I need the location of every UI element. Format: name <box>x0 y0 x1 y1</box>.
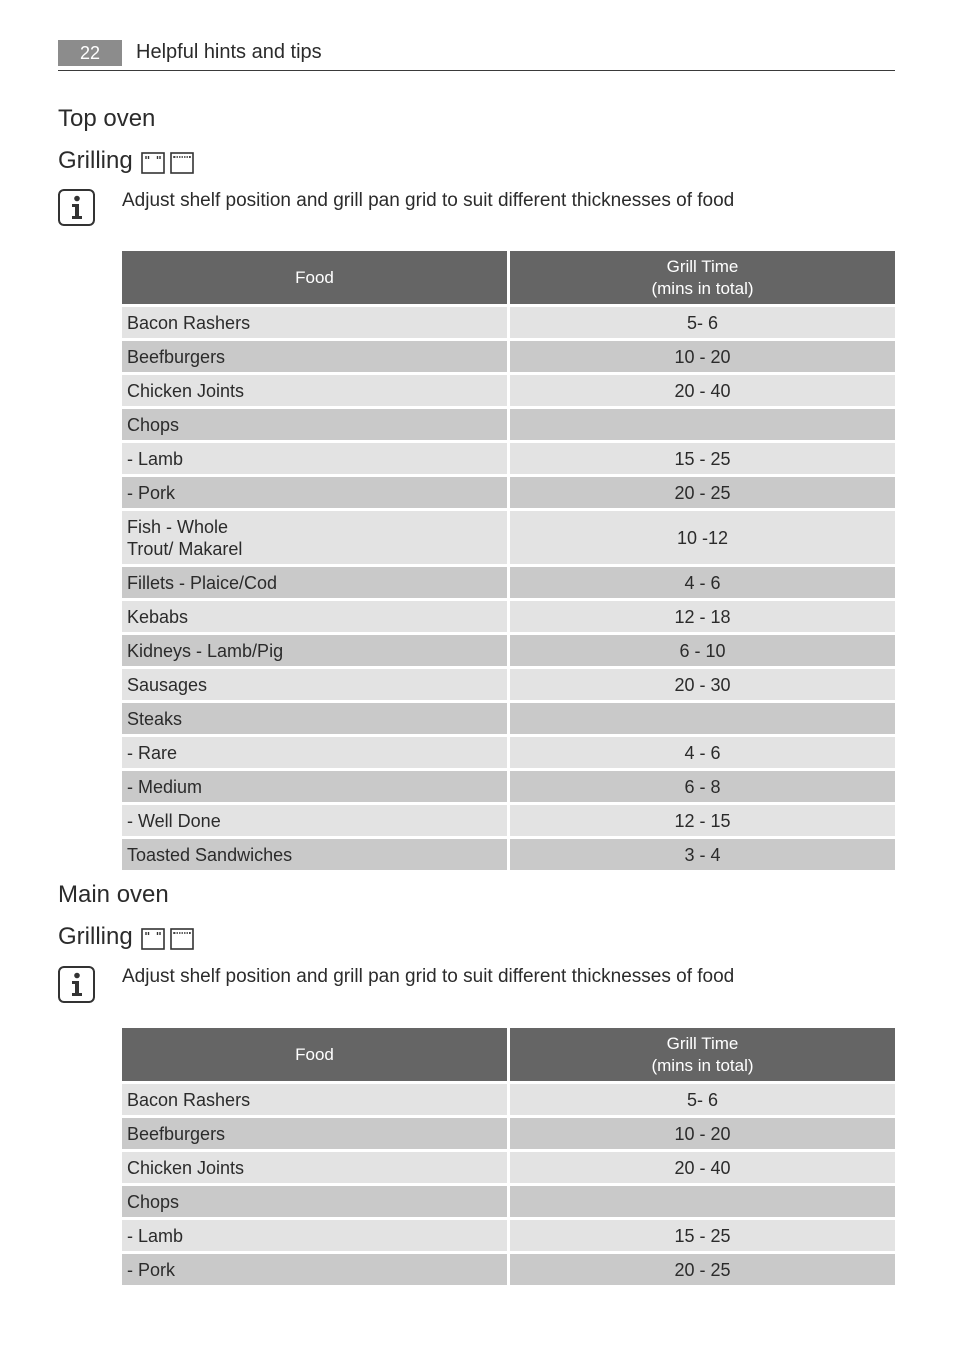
food-cell: Bacon Rashers <box>122 307 507 338</box>
food-cell: - Lamb <box>122 1220 507 1251</box>
time-cell: 6 - 10 <box>507 635 895 666</box>
food-cell: Steaks <box>122 703 507 734</box>
food-line: Trout/ Makarel <box>127 538 243 559</box>
time-cell: 20 - 25 <box>507 1254 895 1285</box>
grill-time-header-line1: Grill Time <box>666 1033 739 1053</box>
table-row <box>122 477 895 508</box>
top-oven-title: Top oven <box>58 105 156 132</box>
full-grill-icon <box>170 928 194 950</box>
info-icon <box>58 966 95 1003</box>
food-cell: - Well Done <box>122 805 507 836</box>
time-cell: 20 - 30 <box>507 669 895 700</box>
time-cell: 4 - 6 <box>507 737 895 768</box>
food-cell: Beefburgers <box>122 341 507 372</box>
time-cell: 10 -12 <box>507 511 895 564</box>
table-row <box>122 511 895 564</box>
time-cell: 4 - 6 <box>507 567 895 598</box>
table-row <box>122 1152 895 1183</box>
food-cell: Kidneys - Lamb/Pig <box>122 635 507 666</box>
time-cell <box>507 1186 895 1217</box>
grill-time-column-header <box>507 251 895 304</box>
table-row <box>122 601 895 632</box>
table-row <box>122 409 895 440</box>
food-cell: - Medium <box>122 771 507 802</box>
table-row <box>122 307 895 338</box>
time-cell: 3 - 4 <box>507 839 895 870</box>
grill-time-header-line2: (mins in total) <box>651 1055 754 1075</box>
page-number: 22 <box>58 40 122 66</box>
food-line: Fish - Whole <box>127 516 229 537</box>
food-cell: Chops <box>122 409 507 440</box>
time-cell: 10 - 20 <box>507 1118 895 1149</box>
food-cell <box>122 511 507 564</box>
table-row <box>122 635 895 666</box>
table-row <box>122 703 895 734</box>
top-oven-grill-table <box>122 248 895 873</box>
main-oven-title: Main oven <box>58 881 169 908</box>
food-cell: - Pork <box>122 477 507 508</box>
table-row <box>122 341 895 372</box>
food-cell: Bacon Rashers <box>122 1084 507 1115</box>
table-row <box>122 1220 895 1251</box>
food-cell: - Rare <box>122 737 507 768</box>
table-row <box>122 771 895 802</box>
food-cell: Kebabs <box>122 601 507 632</box>
table-row <box>122 1118 895 1149</box>
food-column-header: Food <box>122 1028 507 1081</box>
top-grill-icon <box>141 152 165 174</box>
table-row <box>122 669 895 700</box>
time-cell: 15 - 25 <box>507 443 895 474</box>
food-column-header: Food <box>122 251 507 304</box>
table-row <box>122 839 895 870</box>
food-cell: Chops <box>122 1186 507 1217</box>
grill-time-column-header <box>507 1028 895 1081</box>
food-cell: - Lamb <box>122 443 507 474</box>
time-cell: 5- 6 <box>507 307 895 338</box>
table-row <box>122 375 895 406</box>
table-row <box>122 1186 895 1217</box>
table-row <box>122 1254 895 1285</box>
table-header-row <box>122 251 895 304</box>
top-oven-info-text: Adjust shelf position and grill pan grid to suit different thicknesses of food <box>122 190 735 211</box>
food-cell: Fillets - Plaice/Cod <box>122 567 507 598</box>
food-cell: - Pork <box>122 1254 507 1285</box>
top-oven-grilling-title <box>58 146 194 176</box>
table-row <box>122 567 895 598</box>
time-cell: 12 - 15 <box>507 805 895 836</box>
time-cell: 10 - 20 <box>507 341 895 372</box>
time-cell: 5- 6 <box>507 1084 895 1115</box>
top-grill-icon <box>141 928 165 950</box>
food-cell: Chicken Joints <box>122 375 507 406</box>
time-cell: 12 - 18 <box>507 601 895 632</box>
table-row <box>122 1084 895 1115</box>
food-cell: Chicken Joints <box>122 1152 507 1183</box>
time-cell: 20 - 25 <box>507 477 895 508</box>
main-oven-grill-table <box>122 1025 895 1288</box>
main-oven-grilling-title <box>58 922 194 952</box>
header-title: Helpful hints and tips <box>136 41 322 63</box>
full-grill-icon <box>170 152 194 174</box>
header-divider <box>58 70 895 71</box>
grill-time-header-line1: Grill Time <box>666 256 739 276</box>
time-cell: 15 - 25 <box>507 1220 895 1251</box>
food-cell: Beefburgers <box>122 1118 507 1149</box>
grilling-label: Grilling <box>58 923 133 950</box>
table-row <box>122 737 895 768</box>
time-cell <box>507 703 895 734</box>
info-icon <box>58 189 95 226</box>
food-cell: Toasted Sandwiches <box>122 839 507 870</box>
table-row <box>122 443 895 474</box>
grill-time-header-line2: (mins in total) <box>651 278 754 298</box>
time-cell: 20 - 40 <box>507 375 895 406</box>
main-oven-info-text: Adjust shelf position and grill pan grid to suit different thicknesses of food <box>122 966 735 987</box>
food-cell: Sausages <box>122 669 507 700</box>
time-cell: 20 - 40 <box>507 1152 895 1183</box>
time-cell <box>507 409 895 440</box>
grilling-label: Grilling <box>58 147 133 174</box>
table-row <box>122 805 895 836</box>
time-cell: 6 - 8 <box>507 771 895 802</box>
table-header-row <box>122 1028 895 1081</box>
